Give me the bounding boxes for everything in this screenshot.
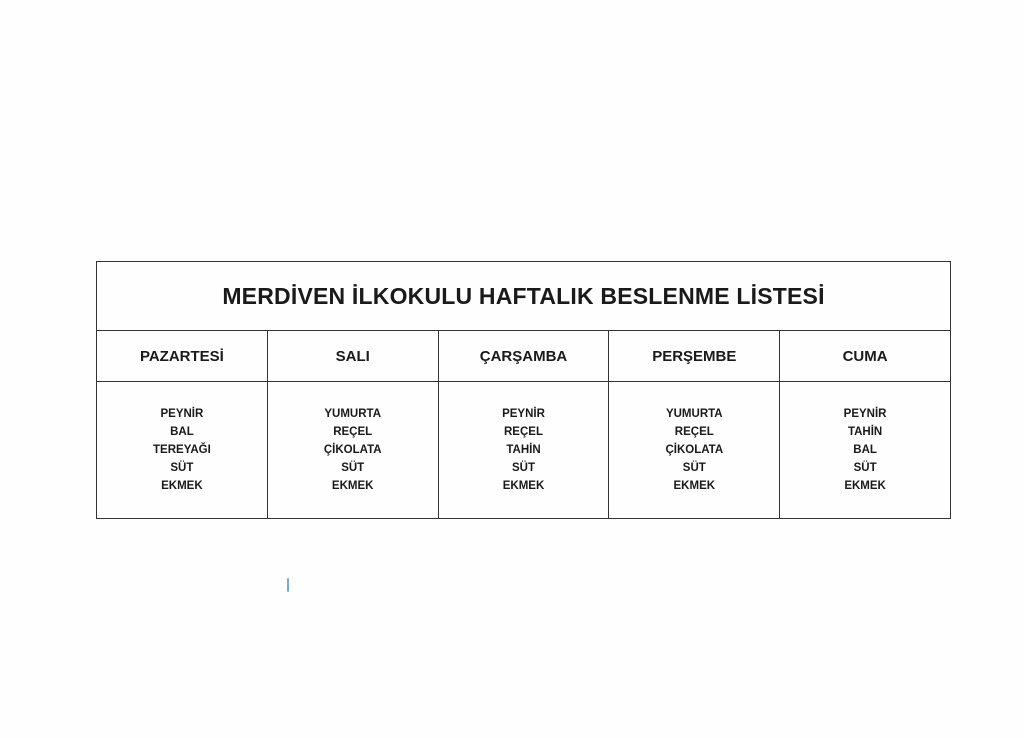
food-item: REÇEL bbox=[333, 426, 373, 438]
food-item: SÜT bbox=[170, 462, 194, 474]
food-item: SÜT bbox=[853, 462, 877, 474]
food-item: YUMURTA bbox=[665, 408, 723, 420]
items-row bbox=[97, 382, 951, 519]
menu-title: MERDİVEN İLKOKULU HAFTALIK BESLENME LİSTESİ bbox=[97, 262, 951, 331]
food-item: EKMEK bbox=[844, 480, 886, 492]
day-items-cell bbox=[267, 382, 438, 519]
day-header: SALI bbox=[267, 331, 438, 382]
day-items-cell bbox=[438, 382, 609, 519]
food-list bbox=[97, 405, 267, 495]
food-item: EKMEK bbox=[502, 480, 545, 492]
food-item: PEYNİR bbox=[160, 408, 204, 420]
food-item: PEYNİR bbox=[502, 408, 545, 420]
food-item: EKMEK bbox=[331, 480, 374, 492]
food-item: EKMEK bbox=[161, 480, 203, 492]
day-header: ÇARŞAMBA bbox=[438, 331, 609, 382]
food-item: REÇEL bbox=[504, 426, 543, 438]
food-item: EKMEK bbox=[673, 480, 716, 492]
food-item: YUMURTA bbox=[324, 408, 382, 420]
food-list bbox=[439, 405, 609, 495]
food-item: TAHİN bbox=[847, 426, 883, 438]
food-list bbox=[609, 405, 779, 495]
day-header: PAZARTESİ bbox=[97, 331, 268, 382]
food-item: TEREYAĞI bbox=[153, 444, 211, 456]
day-header-row bbox=[97, 331, 951, 382]
food-item: SÜT bbox=[682, 462, 706, 474]
food-item: ÇİKOLATA bbox=[323, 444, 382, 456]
weekly-menu-table bbox=[96, 261, 951, 519]
food-item: SÜT bbox=[341, 462, 365, 474]
food-item: TAHİN bbox=[506, 444, 541, 456]
food-item: PEYNİR bbox=[843, 408, 887, 420]
food-list bbox=[268, 405, 438, 495]
food-item: ÇİKOLATA bbox=[665, 444, 724, 456]
day-header: PERŞEMBE bbox=[609, 331, 780, 382]
day-items-cell bbox=[609, 382, 780, 519]
food-list bbox=[780, 405, 950, 495]
ink-mark bbox=[287, 578, 289, 592]
day-header: CUMA bbox=[780, 331, 951, 382]
food-item: REÇEL bbox=[674, 426, 714, 438]
food-item: SÜT bbox=[511, 462, 535, 474]
title-row bbox=[97, 262, 951, 331]
day-items-cell bbox=[97, 382, 268, 519]
food-item: BAL bbox=[170, 426, 194, 438]
day-items-cell bbox=[780, 382, 951, 519]
food-item: BAL bbox=[853, 444, 877, 456]
